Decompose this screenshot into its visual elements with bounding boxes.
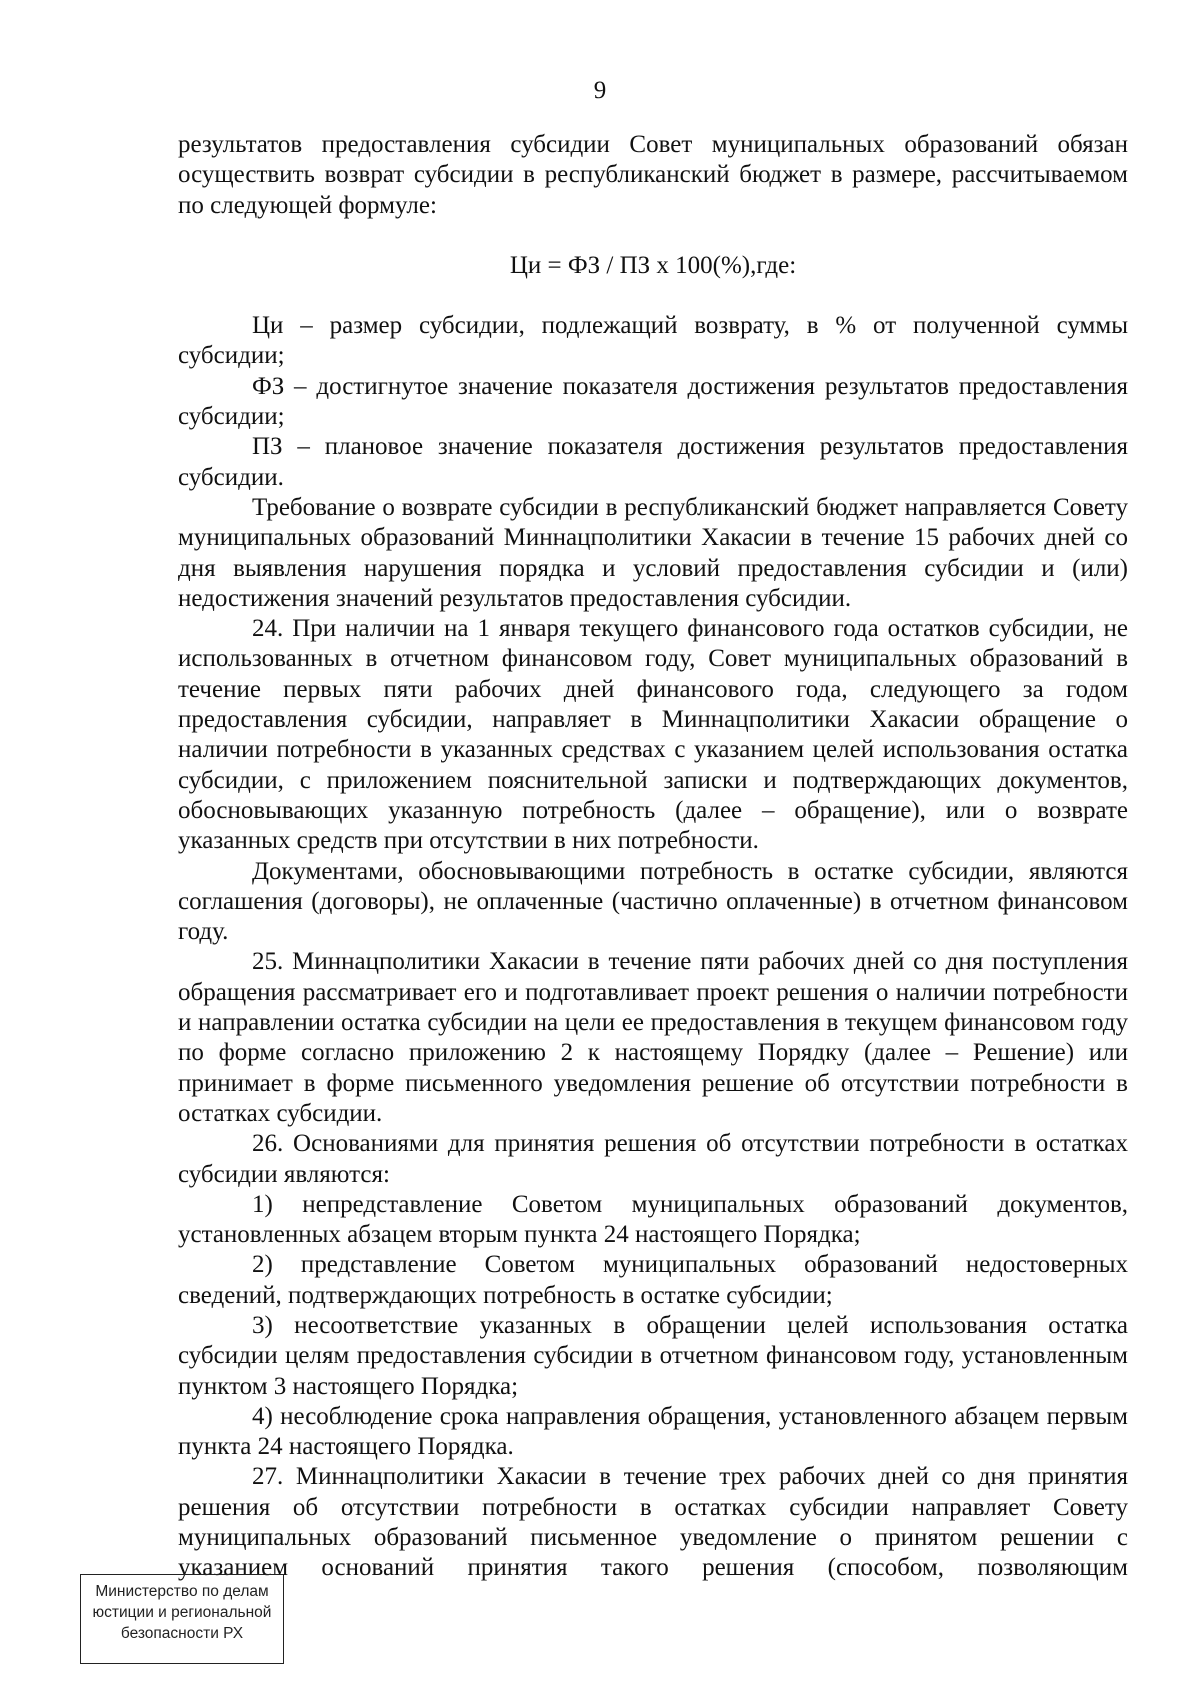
- paragraph-26: 26. Основаниями для принятия решения об отсутствии потребности в остатках субсидии являются:: [178, 1130, 1128, 1188]
- document-body: [178, 130, 1128, 1584]
- list-item-26-2: 2) представление Советом муниципальных образований недостоверных сведений, подтверждающих потребность в остатке субсидии;: [178, 1251, 1128, 1309]
- paragraph-24-documents: Документами, обосновывающими потребность в остатке субсидии, являются соглашения (договоры), не оплаченные (частично оплаченные) в отчетном финансовом году.: [178, 857, 1128, 946]
- list-item-26-1: 1) непредставление Советом муниципальных образований документов, установленных абзацем вторым пункта 24 настоящего Порядка;: [178, 1190, 1128, 1249]
- stamp-line: юстиции и региональной: [92, 1604, 272, 1621]
- paragraph-27: 27. Миннацполитики Хакасии в течение трех рабочих дней со дня принятия решения об отсутствии потребности в остатках субсидии направляет Совету муниципальных образований письменное уведомление о принятом решении с указанием оснований принятия такого решения (способом, позволяющим: [178, 1463, 1128, 1582]
- paragraph-refund-requirement: Требование о возврате субсидии в республиканский бюджет направляется Совету муниципальных образований Миннацполитики Хакасии в течение 15 рабочих дней со дня выявления нарушения порядка и условий предоставления субсидии и (или) недостижения значений результатов предоставления субсидии.: [178, 493, 1128, 612]
- stamp-line: безопасности РХ: [120, 1625, 244, 1642]
- formula: Ци = ФЗ / ПЗ х 100(%),где:: [509, 251, 797, 279]
- paragraph-fz-definition: ФЗ – достигнутое значение показателя достижения результатов предоставления субсидии;: [178, 372, 1128, 431]
- stamp-line: Министерство по делам: [95, 1583, 269, 1600]
- paragraph-ci-definition: Ци – размер субсидии, подлежащий возврату, в % от полученной суммы субсидии;: [178, 312, 1128, 370]
- paragraph-25: 25. Миннацполитики Хакасии в течение пяти рабочих дней со дня поступления обращения рассматривает его и подготавливает проект решения о наличии потребности и направлении остатка субсидии на цели ее предоставления в текущем финансовом году по форме согласно приложению 2 к настоящему Порядку (далее – Решение) или принимает в форме письменного уведомления решение об отсутствии потребности в остатках субсидии.: [178, 948, 1128, 1127]
- paragraph-pz-definition: ПЗ – плановое значение показателя достижения результатов предоставления субсидии.: [178, 433, 1128, 491]
- page-number: 9: [593, 77, 607, 104]
- list-item-26-4: 4) несоблюдение срока направления обращения, установленного абзацем первым пункта 24 настоящего Порядка.: [178, 1402, 1128, 1461]
- list-item-26-3: 3) несоответствие указанных в обращении целей использования остатка субсидии целям предоставления субсидии в отчетном финансовом году, установленным пунктом 3 настоящего Порядка;: [178, 1311, 1128, 1400]
- paragraph-continuation: результатов предоставления субсидии Совет муниципальных образований обязан осуществить возврат субсидии в республиканский бюджет в размере, рассчитываемом по следующей формуле:: [178, 131, 1128, 219]
- paragraph-24: 24. При наличии на 1 января текущего финансового года остатков субсидии, не использованных в отчетном финансовом году, Совет муниципальных образований в течение первых пяти рабочих дней финансового года, следующего за годом предоставления субсидии, направляет в Миннацполитики Хакасии обращение о наличии потребности в указанных средствах с указанием целей использования остатка субсидии, с приложением пояснительной записки и подтверждающих документов, обосновывающих указанную потребность (далее – обращение), или о возврате указанных средств при отсутствии в них потребности.: [178, 615, 1128, 855]
- ministry-stamp: [80, 1574, 284, 1664]
